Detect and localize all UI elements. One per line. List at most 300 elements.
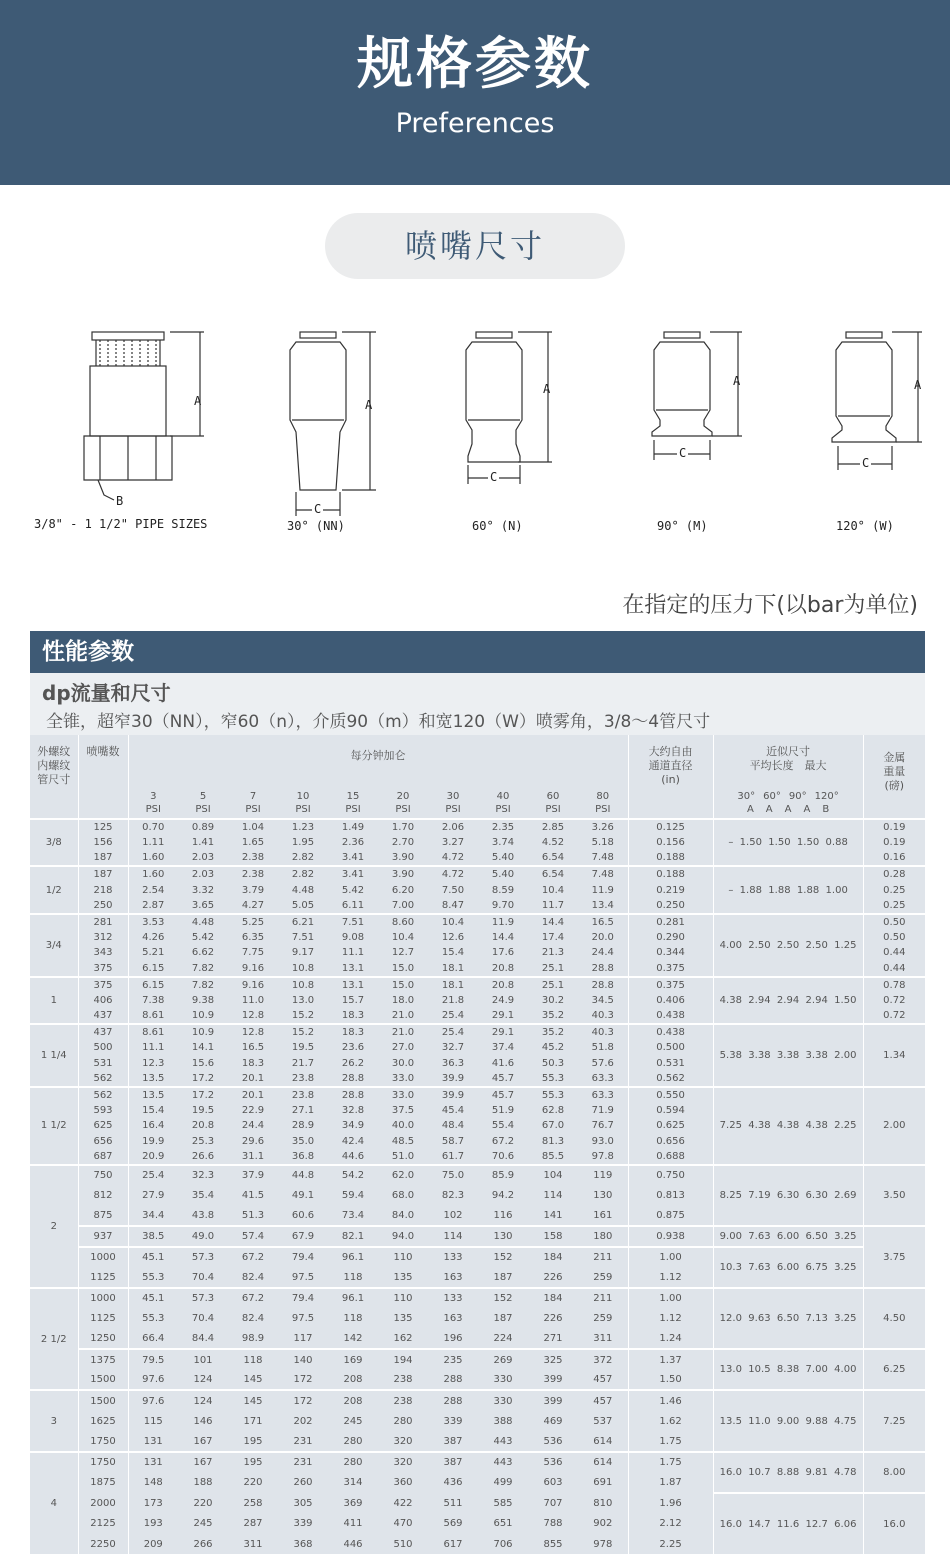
dimension-letter-c: C: [314, 502, 322, 516]
flow-cell: 5.25: [228, 914, 278, 930]
flow-cell: 280: [393, 1415, 413, 1427]
flow-cell: 14.4: [491, 931, 515, 943]
passage-diameter-cell: 1.37: [628, 1349, 713, 1370]
flow-cell: 25.4: [428, 1024, 478, 1040]
flow-cell: 96.1: [328, 1288, 378, 1309]
passage-diameter-cell: 0.875: [628, 1206, 713, 1227]
flow-cell: 603: [543, 1477, 563, 1489]
flow-cell: 399: [543, 1374, 563, 1386]
flow-cell: 140: [278, 1349, 328, 1370]
flow-cell: 6.35: [241, 931, 265, 943]
flow-cell: 6.15: [128, 977, 178, 993]
flow-cell: 114: [428, 1226, 478, 1247]
flow-cell: 510: [393, 1538, 413, 1550]
flow-cell: 287: [243, 1518, 263, 1530]
flow-cell: 40.3: [578, 1024, 628, 1040]
flow-cell: 34.9: [341, 1120, 365, 1132]
flow-cell: 3.53: [128, 914, 178, 930]
flow-cell: 18.0: [391, 994, 415, 1006]
flow-cell: 4.48: [291, 884, 315, 896]
flow-cell: 9.38: [191, 994, 215, 1006]
flow-cell: 158: [528, 1226, 578, 1247]
dimensions-cell: 13.5 11.0 9.00 9.88 4.75: [713, 1390, 863, 1452]
table-row: [30, 1165, 925, 1186]
flow-cell: 76.7: [578, 1118, 628, 1133]
flow-cell: 51.3: [241, 1210, 265, 1222]
diagram-label-30: 30° (NN): [287, 519, 345, 533]
pipe-size-cell: 3/8: [30, 819, 78, 866]
flow-cell: 40.0: [391, 1120, 415, 1132]
table-row: [30, 1024, 925, 1040]
flow-cell: 18.1: [428, 977, 478, 993]
flow-cell: 195: [243, 1435, 263, 1447]
dimension-letters: [714, 803, 863, 816]
dimensions-cell: 10.3 7.63 6.00 6.75 3.25: [713, 1247, 863, 1288]
flow-cell: 115: [143, 1415, 163, 1427]
header-banner: [0, 0, 950, 185]
flow-cell: 104: [528, 1165, 578, 1186]
flow-cell: 2.06: [428, 819, 478, 835]
flow-cell: 39.9: [428, 1087, 478, 1103]
angle-header: 90°: [788, 791, 807, 802]
flow-cell: 97.6: [128, 1390, 178, 1411]
weight-cell: 0.25: [883, 899, 906, 911]
nozzle-number-cell: 656: [78, 1134, 128, 1149]
flow-cell: 209: [143, 1538, 163, 1550]
flow-cell: 536: [528, 1452, 578, 1473]
flow-cell: 617: [443, 1538, 463, 1550]
flow-cell: 3.27: [441, 837, 465, 849]
passage-diameter-cell: 1.12: [628, 1308, 713, 1329]
flow-cell: 145: [228, 1390, 278, 1411]
dimensions-cell: 7.25 4.38 4.38 4.38 2.25: [713, 1087, 863, 1165]
passage-diameter-cell: 0.281: [628, 914, 713, 930]
flow-cell: 436: [443, 1477, 463, 1489]
flow-cell: 2.03: [178, 866, 228, 882]
passage-diameter-cell: 0.125: [628, 819, 713, 835]
flow-cell: 16.5: [241, 1042, 265, 1054]
flow-cell: 25.1: [541, 962, 565, 974]
nozzle-number-cell: 250: [78, 898, 128, 914]
flow-cell: 97.6: [142, 1374, 165, 1386]
weight-cell: 16.0: [863, 1493, 925, 1555]
pipe-size-cell: 1 1/4: [30, 1024, 78, 1087]
flow-cell: 1.70: [378, 819, 428, 835]
flow-cell: 7.48: [578, 850, 628, 866]
flow-cell: 16.4: [142, 1120, 165, 1132]
flow-cell: 20.0: [578, 930, 628, 945]
flow-cell: 51.0: [391, 1150, 415, 1162]
flow-cell: 59.4: [341, 1190, 365, 1202]
flow-cell: 855: [543, 1538, 563, 1550]
page-title: 规格参数: [357, 32, 593, 97]
passage-diameter-cell: 0.290: [628, 930, 713, 945]
flow-cell: 36.8: [291, 1150, 315, 1162]
flow-cell: 311: [578, 1329, 628, 1350]
flow-cell: 45.7: [491, 1072, 515, 1084]
dimension-letter-a: A: [733, 374, 741, 388]
flow-cell: 39.9: [441, 1072, 465, 1084]
flow-cell: 131: [128, 1452, 178, 1473]
nozzle-30-drawing: [290, 332, 376, 516]
flow-cell: 29.1: [478, 1024, 528, 1040]
nozzle-number-cell: 281: [78, 914, 128, 930]
flow-cell: 2.38: [241, 852, 265, 864]
flow-cell: 11.1: [341, 947, 365, 959]
weight-cell: 8.00: [863, 1452, 925, 1493]
flow-cell: 42.4: [341, 1135, 365, 1147]
flow-cell: 25.4: [441, 1009, 465, 1021]
flow-cell: 8.61: [142, 1009, 165, 1021]
flow-cell: 114: [543, 1190, 563, 1202]
dimension-letter-a: A: [194, 394, 202, 408]
flow-cell: 37.4: [491, 1042, 515, 1054]
flow-cell: 93.0: [578, 1134, 628, 1149]
flow-cell: 24.9: [491, 994, 515, 1006]
performance-table: [30, 735, 925, 1554]
flow-cell: 220: [193, 1497, 213, 1509]
flow-cell: 184: [528, 1247, 578, 1268]
psi-header: 5 PSI: [195, 791, 211, 815]
weight-cell: 3.50: [863, 1165, 925, 1227]
header-passage-diameter: 大约自由 通道直径 (in): [628, 735, 713, 819]
pressure-note: 在指定的压力下(以bar为单位): [622, 593, 918, 618]
flow-cell: 325: [528, 1349, 578, 1370]
nozzle-number-cell: 312: [78, 930, 128, 945]
flow-cell: 117: [293, 1333, 313, 1345]
nozzle-60-drawing: [466, 332, 552, 484]
flow-cell: 499: [493, 1477, 513, 1489]
flow-cell: 44.8: [278, 1165, 328, 1186]
flow-cell: 163: [443, 1271, 463, 1283]
psi-header: 15 PSI: [345, 791, 361, 815]
flow-cell: 7.82: [191, 962, 215, 974]
flow-cell: 82.3: [441, 1190, 465, 1202]
flow-cell: 11.0: [241, 994, 265, 1006]
flow-cell: 41.6: [491, 1057, 515, 1069]
flow-cell: 288: [443, 1374, 463, 1386]
flow-cell: 162: [393, 1333, 413, 1345]
flow-cell: 399: [528, 1390, 578, 1411]
flow-cell: 67.0: [541, 1120, 565, 1132]
flow-cell: 60.6: [291, 1210, 315, 1222]
passage-diameter-cell: 0.531: [628, 1055, 713, 1070]
flow-cell: 330: [478, 1390, 528, 1411]
table-row: [30, 1087, 925, 1103]
nozzle-diagrams: [0, 320, 950, 550]
flow-cell: 387: [443, 1435, 463, 1447]
flow-cell: 235: [428, 1349, 478, 1370]
weight-cell: 0.19: [863, 819, 925, 835]
header-nozzle-number: 喷嘴数: [78, 735, 128, 819]
flow-cell: 288: [428, 1390, 478, 1411]
flow-cell: 2.38: [228, 866, 278, 882]
flow-cell: 45.4: [441, 1104, 465, 1116]
nozzle-drawings: [0, 320, 950, 550]
flow-cell: 231: [293, 1435, 313, 1447]
nozzle-number-cell: 1125: [78, 1308, 128, 1329]
flow-cell: 70.4: [191, 1271, 215, 1283]
flow-cell: 62.8: [541, 1104, 565, 1116]
flow-cell: 3.32: [191, 884, 215, 896]
flow-cell: 48.5: [391, 1135, 415, 1147]
flow-cell: 82.4: [241, 1271, 265, 1283]
flow-cell: 135: [393, 1313, 413, 1325]
flow-cell: 97.5: [291, 1271, 315, 1283]
flow-cell: 21.7: [291, 1057, 315, 1069]
flow-cell: 118: [228, 1349, 278, 1370]
flow-cell: 35.2: [541, 1009, 565, 1021]
passage-diameter-cell: 0.250: [628, 898, 713, 914]
flow-cell: 211: [578, 1247, 628, 1268]
weight-cell: 0.28: [863, 866, 925, 882]
flow-cell: 7.51: [291, 931, 315, 943]
flow-cell: 45.2: [541, 1042, 565, 1054]
pipe-size-cell: 1: [30, 977, 78, 1024]
flow-cell: 23.8: [291, 1072, 315, 1084]
passage-diameter-cell: 0.562: [628, 1071, 713, 1087]
flow-cell: 372: [578, 1349, 628, 1370]
passage-diameter-cell: 0.375: [628, 961, 713, 977]
flow-cell: 49.0: [178, 1226, 228, 1247]
flow-cell: 84.4: [191, 1333, 215, 1345]
performance-subtitle: dp流量和尺寸: [42, 681, 171, 705]
flow-cell: 1.41: [191, 837, 215, 849]
flow-cell: 10.9: [191, 1009, 215, 1021]
flow-cell: 8.59: [491, 884, 515, 896]
pipe-size-cell: 1 1/2: [30, 1087, 78, 1165]
psi-header: 7 PSI: [245, 791, 261, 815]
flow-cell: 443: [478, 1452, 528, 1473]
flow-cell: 187: [493, 1313, 513, 1325]
pipe-size-cell: 1/2: [30, 866, 78, 913]
weight-cell: 0.44: [883, 947, 906, 959]
flow-cell: 67.2: [491, 1135, 515, 1147]
flow-cell: 260: [293, 1477, 313, 1489]
nozzle-number-cell: 2000: [78, 1493, 128, 1514]
flow-cell: 305: [293, 1497, 313, 1509]
flow-cell: 85.5: [541, 1150, 565, 1162]
flow-cell: 13.5: [128, 1087, 178, 1103]
flow-cell: 10.4: [391, 931, 415, 943]
flow-cell: 27.0: [391, 1042, 415, 1054]
dimensions-cell: 4.38 2.94 2.94 2.94 1.50: [713, 977, 863, 1024]
flow-cell: 5.42: [191, 931, 215, 943]
flow-cell: 469: [543, 1415, 563, 1427]
flow-cell: 110: [378, 1288, 428, 1309]
passage-diameter-cell: 1.96: [628, 1493, 713, 1514]
passage-diameter-cell: 0.500: [628, 1040, 713, 1055]
flow-cell: 691: [578, 1472, 628, 1493]
flow-cell: 12.8: [228, 1024, 278, 1040]
passage-diameter-cell: 0.625: [628, 1118, 713, 1133]
dimension-letter-header: A: [765, 804, 773, 815]
flow-cell: 3.65: [191, 899, 215, 911]
nozzle-number-cell: 812: [78, 1185, 128, 1206]
flow-cell: 12.6: [441, 931, 465, 943]
nozzle-number-cell: 1750: [78, 1431, 128, 1452]
flow-cell: 67.2: [228, 1288, 278, 1309]
weight-cell: 4.50: [863, 1288, 925, 1350]
performance-subheader: [30, 673, 925, 735]
flow-cell: 75.0: [428, 1165, 478, 1186]
flow-cell: 4.26: [142, 931, 165, 943]
flow-cell: 130: [578, 1185, 628, 1206]
flow-cell: 57.4: [228, 1226, 278, 1247]
flow-cell: 23.8: [278, 1087, 328, 1103]
dimensions-cell: 4.00 2.50 2.50 2.50 1.25: [713, 914, 863, 977]
flow-cell: 58.7: [441, 1135, 465, 1147]
flow-cell: 15.2: [278, 1024, 328, 1040]
passage-diameter-cell: 1.00: [628, 1288, 713, 1309]
flow-cell: 202: [293, 1415, 313, 1427]
weight-cell: 0.50: [863, 914, 925, 930]
flow-cell: 280: [343, 1435, 363, 1447]
flow-cell: 196: [443, 1333, 463, 1345]
nozzle-number-cell: 593: [78, 1103, 128, 1118]
flow-cell: 3.26: [578, 819, 628, 835]
flow-cell: 31.1: [241, 1150, 265, 1162]
flow-cell: 443: [493, 1435, 513, 1447]
dimension-subheader: [713, 790, 863, 819]
flow-cell: 15.7: [341, 994, 365, 1006]
flow-cell: 29.6: [241, 1135, 265, 1147]
flow-cell: 161: [578, 1206, 628, 1227]
flow-cell: 172: [278, 1390, 328, 1411]
table-row: [30, 1493, 925, 1514]
flow-cell: 41.5: [241, 1190, 265, 1202]
flow-cell: 51.8: [578, 1040, 628, 1055]
flow-cell: 37.5: [391, 1104, 415, 1116]
flow-cell: 141: [543, 1210, 563, 1222]
nozzle-number-cell: 187: [78, 850, 128, 866]
flow-cell: 40.3: [578, 1008, 628, 1024]
flow-cell: 28.8: [328, 1087, 378, 1103]
flow-cell: 97.5: [291, 1313, 315, 1325]
nozzle-number-cell: 125: [78, 819, 128, 835]
flow-cell: 55.3: [528, 1087, 578, 1103]
flow-cell: 55.3: [142, 1271, 165, 1283]
dimension-letter-c: C: [862, 456, 870, 470]
flow-cell: 19.5: [291, 1042, 315, 1054]
flow-cell: 20.1: [228, 1087, 278, 1103]
flow-cell: 9.08: [341, 931, 365, 943]
flow-cell: 387: [428, 1452, 478, 1473]
nozzle-number-cell: 562: [78, 1087, 128, 1103]
flow-cell: 57.6: [578, 1055, 628, 1070]
flow-cell: 788: [543, 1518, 563, 1530]
flow-cell: 388: [493, 1415, 513, 1427]
flow-cell: 14.4: [528, 914, 578, 930]
flow-cell: 339: [443, 1415, 463, 1427]
passage-diameter-cell: 1.62: [628, 1411, 713, 1432]
flow-cell: 15.4: [441, 947, 465, 959]
passage-diameter-cell: 2.25: [628, 1534, 713, 1555]
dimensions-cell: 16.0 10.7 8.88 9.81 4.78: [713, 1452, 863, 1493]
flow-cell: 169: [328, 1349, 378, 1370]
table-row: [30, 1452, 925, 1473]
flow-cell: 238: [378, 1390, 428, 1411]
flow-cell: 21.3: [541, 947, 565, 959]
flow-cell: 37.9: [228, 1165, 278, 1186]
flow-cell: 25.4: [128, 1165, 178, 1186]
flow-cell: 2.03: [191, 852, 215, 864]
flow-cell: 1.60: [142, 852, 165, 864]
flow-cell: 13.4: [578, 898, 628, 914]
flow-cell: 67.9: [278, 1226, 328, 1247]
passage-diameter-cell: 2.12: [628, 1513, 713, 1534]
flow-cell: 11.1: [142, 1042, 165, 1054]
flow-cell: 146: [193, 1415, 213, 1427]
passage-diameter-cell: 0.688: [628, 1149, 713, 1165]
flow-cell: 4.72: [441, 852, 465, 864]
flow-cell: 26.6: [191, 1150, 215, 1162]
flow-cell: 94.0: [378, 1226, 428, 1247]
flow-cell: 45.1: [128, 1247, 178, 1268]
nozzle-number-cell: 375: [78, 977, 128, 993]
flow-cell: 470: [393, 1518, 413, 1530]
flow-cell: 193: [143, 1518, 163, 1530]
flow-cell: 651: [493, 1518, 513, 1530]
dimensions-cell: – 1.50 1.50 1.50 0.88: [713, 819, 863, 866]
flow-cell: 8.61: [128, 1024, 178, 1040]
flow-cell: 15.0: [378, 977, 428, 993]
flow-cell: 133: [428, 1288, 478, 1309]
flow-cell: 130: [478, 1226, 528, 1247]
flow-cell: 45.7: [478, 1087, 528, 1103]
dimension-letter-a: A: [365, 398, 373, 412]
dimension-letter-c: C: [490, 470, 498, 484]
flow-cell: 220: [243, 1477, 263, 1489]
pipe-size-cell: 3/4: [30, 914, 78, 977]
flow-cell: 15.4: [142, 1104, 165, 1116]
header-pipe-size: 外螺纹 内螺纹 管尺寸: [30, 735, 78, 819]
flow-cell: 9.70: [491, 899, 515, 911]
table-row: [30, 1247, 925, 1268]
flow-cell: 98.9: [241, 1333, 265, 1345]
flow-cell: 188: [193, 1477, 213, 1489]
flow-cell: 57.3: [178, 1288, 228, 1309]
nozzle-number-cell: 343: [78, 945, 128, 960]
flow-cell: 79.4: [278, 1288, 328, 1309]
flow-cell: 33.0: [378, 1087, 428, 1103]
flow-cell: 28.9: [291, 1120, 315, 1132]
psi-header: 40 PSI: [495, 791, 511, 815]
flow-cell: 238: [393, 1374, 413, 1386]
flow-cell: 85.9: [478, 1165, 528, 1186]
nozzle-number-cell: 406: [78, 993, 128, 1008]
flow-cell: 6.21: [278, 914, 328, 930]
flow-cell: 245: [343, 1415, 363, 1427]
flow-cell: 5.40: [478, 866, 528, 882]
flow-cell: 55.4: [491, 1120, 515, 1132]
flow-cell: 172: [293, 1374, 313, 1386]
passage-diameter-cell: 0.438: [628, 1024, 713, 1040]
flow-cell: 17.2: [191, 1072, 215, 1084]
psi-header: 20 PSI: [395, 791, 411, 815]
flow-cell: 2.36: [341, 837, 365, 849]
flow-cell: 15.2: [291, 1009, 315, 1021]
passage-diameter-cell: 0.406: [628, 993, 713, 1008]
flow-cell: 269: [478, 1349, 528, 1370]
flow-cell: 231: [278, 1452, 328, 1473]
flow-cell: 226: [543, 1271, 563, 1283]
flow-cell: 96.1: [328, 1247, 378, 1268]
flow-cell: 320: [378, 1452, 428, 1473]
pipe-size-nozzle-drawing: [84, 332, 204, 500]
flow-cell: 81.3: [541, 1135, 565, 1147]
flow-cell: 10.8: [278, 977, 328, 993]
